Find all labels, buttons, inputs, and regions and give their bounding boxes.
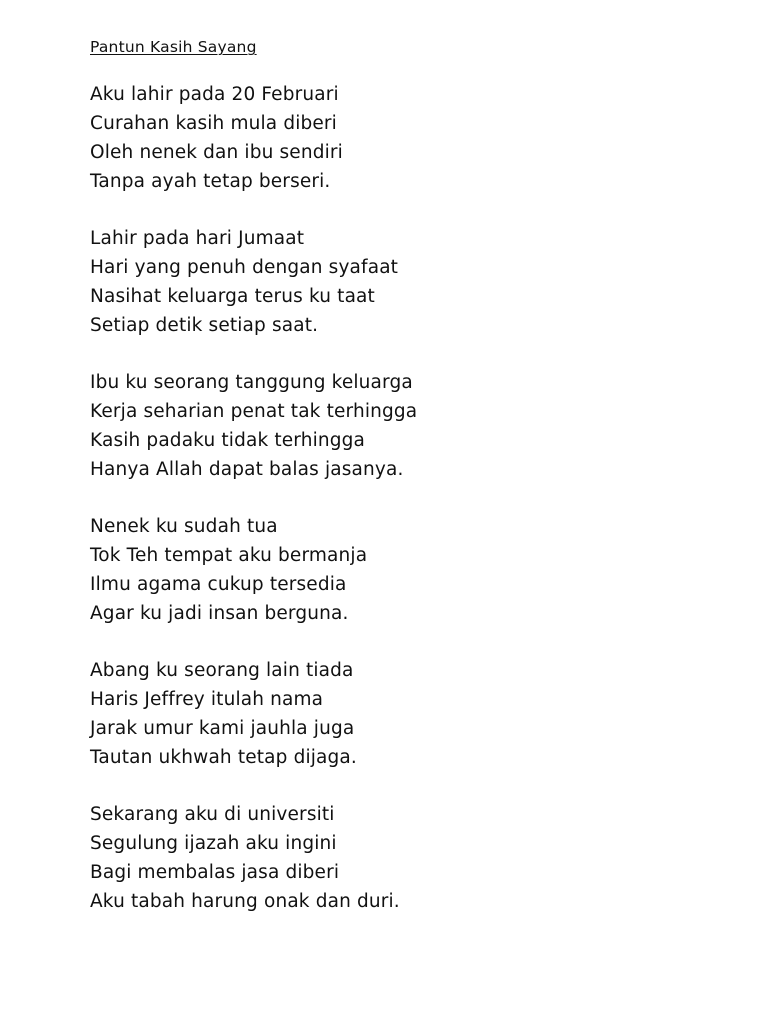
poem-line: Nasihat keluarga terus ku taat (90, 286, 375, 307)
poem-line: Ilmu agama cukup tersedia (90, 574, 347, 595)
poem-line: Haris Jeffrey itulah nama (90, 689, 324, 710)
poem-body (90, 80, 417, 944)
poem-line: Lahir pada hari Jumaat (90, 228, 305, 249)
poem-line: Jarak umur kami jauhla juga (90, 718, 355, 739)
stanza-6 (90, 800, 417, 916)
stanza-4 (90, 512, 417, 628)
poem-line: Tautan ukhwah tetap dijaga. (90, 747, 357, 768)
poem-line: Oleh nenek dan ibu sendiri (90, 142, 343, 163)
poem-line: Hanya Allah dapat balas jasanya. (90, 459, 404, 480)
poem-line: Tanpa ayah tetap berseri. (90, 171, 331, 192)
poem-line: Curahan kasih mula diberi (90, 113, 337, 134)
poem-line: Aku tabah harung onak dan duri. (90, 891, 400, 912)
document-title: Pantun Kasih Sayang (90, 38, 257, 56)
poem-line: Nenek ku sudah tua (90, 516, 278, 537)
poem-line: Tok Teh tempat aku bermanja (90, 545, 368, 566)
poem-line: Kerja seharian penat tak terhingga (90, 401, 418, 422)
poem-line: Setiap detik setiap saat. (90, 315, 319, 336)
stanza-2 (90, 224, 417, 340)
stanza-5 (90, 656, 417, 772)
poem-line: Aku lahir pada 20 Februari (90, 84, 339, 105)
poem-line: Hari yang penuh dengan syafaat (90, 257, 399, 278)
stanza-1 (90, 80, 417, 196)
poem-line: Agar ku jadi insan berguna. (90, 603, 349, 624)
poem-line: Segulung ijazah aku ingini (90, 833, 337, 854)
poem-line: Sekarang aku di universiti (90, 804, 335, 825)
poem-line: Abang ku seorang lain tiada (90, 660, 354, 681)
poem-line: Kasih padaku tidak terhingga (90, 430, 366, 451)
stanza-3 (90, 368, 417, 484)
poem-line: Ibu ku seorang tanggung keluarga (90, 372, 413, 393)
poem-line: Bagi membalas jasa diberi (90, 862, 340, 883)
